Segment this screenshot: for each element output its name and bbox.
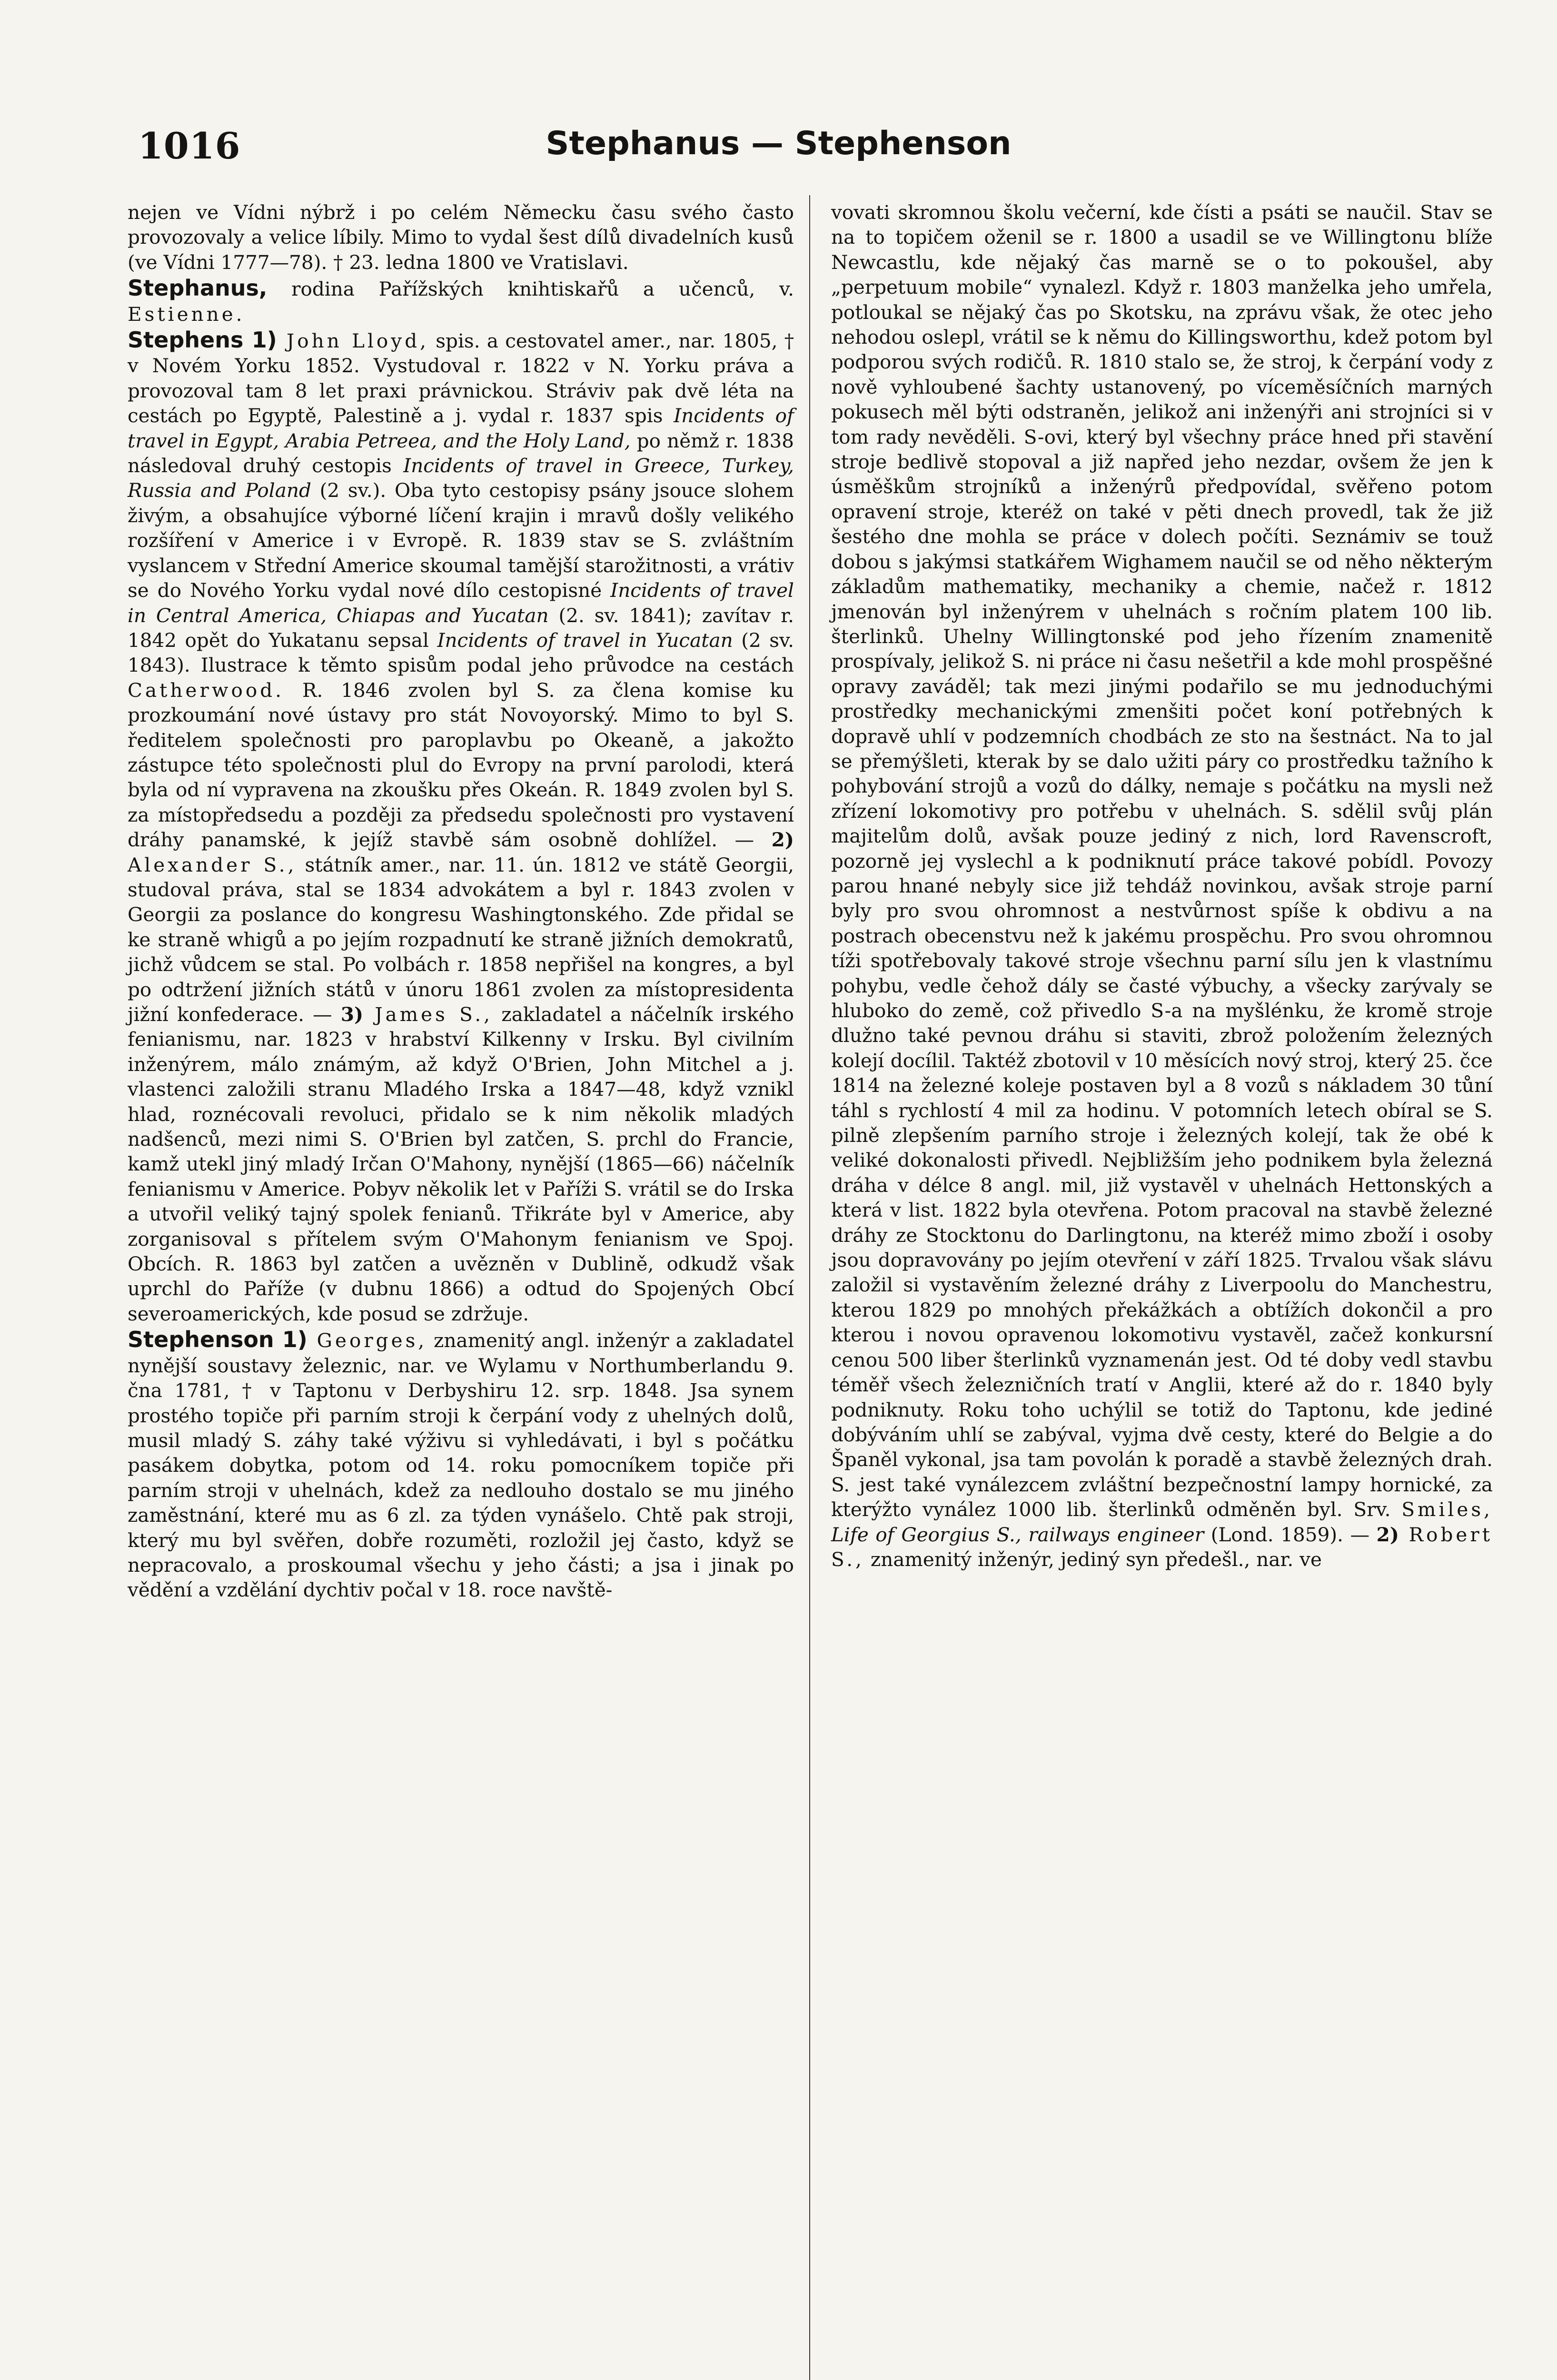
running-head: Stephanus — Stephenson [545,125,1012,162]
work-title: Incidents of travel in Yucatan [437,628,733,652]
person-name: Georges, [307,1329,427,1352]
text: (2 sv. 1843). Ilustrace k těmto spisům podal jeho průvodce na cestách [128,628,794,677]
text: (2. sv. 1841); zavítav r. 1842 opět do Yukatanu sepsal [128,604,794,652]
text: vovati skromnou školu večerní, kde čísti a psáti se naučil. Stav se na to topičem oženil se r. 1800 a usadil se ve Willingtonu blíže Newcastlu, kde nějaký čas marně se o to pokoušel, aby „perpetuum mobile“ vynalezl. Když r. 1803 manželka jeho umřela, potloukal se nějaký čas po Skotsku, na zprávu však, že otec jeho nehodou oslepl, vrátil se k němu do Killingsworthu, kdež potom byl podporou svých rodičů. R. 1810 stalo se, že stroj, k čerpání vody z nově vyhloubené šachty ustanovený, po víceměsíčních marných pokusech měl býti odstraněn, jelikož ani inženýři ani strojníci si v tom rady nevěděli. S-ovi, který byl všechny práce hned při stavění stroje bedlivě stopoval a již napřed jeho nezdar, ovšem že jen k úsměškům strojníků a inženýrů předpovídal, svěřeno potom opravení stroje, kteréž on také v pěti dnech provedl, tak že již šestého dne mohla se práce v dolech počíti. Seznámiv se touž dobou s jakýmsi statkářem Wighamem naučil se od něho některým základům mathematiky, mechaniky a chemie, načež r. 1812 jmenován byl inženýrem v uhelnách s ročním platem 100 lib. šterlinků. Uhelny Willingtonské pod jeho řízením znamenitě prospívaly, jelikož S. ni práce ni času nešetřil a kde mohl prospěšné opravy zaváděl; tak mezi jinými podařilo se mu jednoduchými prostředky mechanickými zmenšiti počet koní potřebných k dopravě uhlí v podzemních chodbách ze sto na šestnáct. Na to jal se přemýšleti, kterak by se dalo užiti páry co prostředku tažního k pohybování strojů a vozů do dálky, nemaje s počátku na mysli než zřízení lokomotivy pro potřebu v uhelnách. S. sdělil svůj plán majitelům dolů, avšak pouze jediný z nich, lord Ravenscroft, pozorně jej vyslechl a k podniknutí práce takové pobídl. Povozy parou hnané nebyly sice již tehdáž novinkou, avšak stroje parní byly pro svou ohromnost a nestvůrnost spíše k obdivu a na postrach obecenstvu než k jakému prospěchu. Pro svou ohromnou tíži spotřebovaly takové stroje všechnu parní sílu jen k vlastnímu pohybu, vedle čehož dály se časté výbuchy, a všecky zarývaly se hluboko do země, což přivedlo S-a na myšlénku, že kromě stroje dlužno také pevnou dráhu si staviti, zbrož položením železných kolejí docílil. Taktéž zbotovil v 10 měsících nový stroj, který 25. čce 1814 na železné koleje postaven byl a 8 vozů s nákladem 30 tůní táhl s rychlostí 4 mil za hodinu. V potomních letech obíral se S. pilně zlepšením parního stroje i železných kolejí, tak že obé k veliké dokonalosti přivedl. Nejbližším jeho podnikem byla železná dráha v délce 8 angl. mil, již vystavěl v uhelnách Hettonských a která v list. 1822 byla otevřena. Potom pracoval na stavbě železné dráhy ze Stocktonu do Darlingtonu, na kteréž mimo zboží i osoby jsou dopravovány po jejím otevření v září 1825. Trvalou však slávu založil si vystavěním železné dráhy z Liverpoolu do Manchestru, kterou 1829 po mnohých překážkách a obtížích dokončil a pro kterou i novou opravenou lokomotivu vystavěl, začež konkursní cenou 500 liber šterlinků vyznamenán jest. Od té doby vedl stavbu téměř všech železničních tratí v Anglii, které až do r. 1840 byly podniknuty. Roku toho uchýlil se totiž do Taptonu, kde jediné dobýváním uhlí se zabýval, vyjma dvě cesty, které do Belgie a do Španěl vykonal, jsa tam povolán k poradě a stavbě železných drah. S. jest také vynálezcem zvláštní bezpečnostní lampy hornické, za kterýžto vynález 1000 lib. šterlinků odměněn byl. Srv. [831,201,1493,1521]
text: po němž r. 1838 následoval druhý cestopis [128,429,794,477]
person-name: James S., [363,1003,493,1026]
text: státník amer., nar. 11. ún. 1812 ve státě Georgii, studoval práva, stal se 1834 advokátem a byl r. 1843 zvolen v Georgii za poslance do kongresu Washingtonského. Zde přidal se ke straně whigů a po jejím rozpadnutí ke straně jižních demokratů, jichž vůdcem se stal. Po volbách r. 1858 nepřišel na kongres, a byl po odtržení jižních států v únoru 1861 zvolen za místopresidenta jižní konfederace. — [128,853,794,1026]
person-name: John Lloyd, [277,329,429,353]
text: rodina Pařížských knihtiskařů a učenců, v. [267,278,794,301]
text: (Lond. 1859). — [1204,1523,1377,1546]
work-title: Incidents of travel in Egypt, Arabia Petreea, and the Holy Land, [128,404,794,452]
work-title: Incidents of travel in Greece, Turkey, Russia and Poland [128,454,794,502]
text: zakladatel a náčelník irského fenianismu, nar. 1823 v hrabství Kilkenny v Irsku. Byl civilním inženýrem, málo známým, až když O'Brien, John Mitchel a j. vlastenci založili stranu Mladého Irska a 1847—48, když vznikl hlad, roznécovali revoluci, přidalo se k nim několik mladých nadšenců, mezi nimi S. O'Brien byl zatčen, S. prchl do Francie, kamž utekl jiný mladý Irčan O'Mahony, nynější (1865—66) náčelník fenianismu v Americe. Pobyv několik let v Paříži S. vrátil se do Irska a utvořil veliký tajný spolek fenianů. Třikráte byl v Americe, aby zorganisoval s přítelem svým O'Mahonym fenianism ve Spoj. Obcích. R. 1863 byl zatčen a uvězněn v Dublině, odkudž však uprchl do Paříže (v dubnu 1866) a odtud do Spojených Obcí severoamerických, kde posud se zdržuje. [128,1003,794,1325]
headword: Stephenson 1) [128,1327,307,1353]
cross-reference: Estienne. [128,302,245,326]
entry-stephens [128,327,794,1326]
work-title: Life of Georgius S., railways engineer [831,1523,1204,1546]
work-title: Incidents of travel in Central America, Chiapas and Yucatan [128,579,794,627]
text: (2 sv.). Oba tyto cestopisy psány jsouce slohem živým, a obsahujíce výborné líčení krajin i mravů došly velikého rozšíření v Americe i v Evropě. R. 1839 stav se S. zvláštním vyslancem v Střední Americe skoumal tamější starožitnosti, a vrátiv se do Nového Yorku vydal nové dílo cestopisné [128,479,794,602]
text: znamenitý angl. inženýr a zakladatel nynější soustavy železnic, nar. ve Wylamu v Northumberlandu 9. čna 1781, † v Taptonu v Derbyshiru 12. srp. 1848. Jsa synem prostého topiče při parním stroji k čerpání vody z uhelných dolů, musil mladý S. záhy také výživu si vyhledávati, i byl s počátku pasákem dobytka, potom od 14. roku pomocníkem topiče při parním stroji v uhelnách, kdež za nedlouho dostalo se mu jiného zaměstnání, které mu as 6 zl. za týden vynášelo. Chtě pak stroji, který mu byl svěřen, dobře rozuměti, rozložil jej často, když se nepracovalo, a proskoumal všechu y jeho části; a jsa i jinak po vědění a vzdělání dychtiv počal v 18. roce navště- [128,1329,794,1602]
text: nejen ve Vídni nýbrž i po celém Německu času svého často provozovaly a velice líbily. Mimo to vydal šest dílů divadelních kusů (ve Vídni 1777—78). † 23. ledna 1800 ve Vratislavi. [128,201,794,274]
right-column [831,200,1493,1572]
entry-continuation [128,200,794,275]
person-name: Alexander S., [128,853,297,876]
sub-entry-number: 2) [1376,1523,1399,1546]
column-divider [809,195,810,2380]
entry-stephanus [128,276,794,327]
sub-entry-number: 3) [340,1003,364,1026]
text: spis. a cestovatel amer., nar. 1805, † v Novém Yorku 1852. Vystudoval r. 1822 v N. Yorku práva a provozoval tam 8 let praxi právnickou. Stráviv pak dvě léta na cestách po Egyptě, Palestině a j. vydal r. 1837 spis [128,329,794,427]
headword: Stephanus, [128,275,268,301]
person-name: Smiles, [1401,1498,1493,1521]
text: R. 1846 zvolen byl S. za člena komise ku prozkoumání nové ústavy pro stát Novoyorský. Mimo to byl S. ředitelem společnosti pro paroplavbu po Okeaně, a jakožto zástupce této společnosti plul do Evropy na první parolodi, která byla od ní vypravena na zkoušku přes Okeán. R. 1849 zvolen byl S. za místopředsedu a později za předsedu společnosti pro vystavení dráhy panamské, k jejíž stavbě sám osobně dohlížel. — [128,678,794,852]
entry-stephenson-continued [831,200,1493,1572]
page-number: 1016 [138,125,241,167]
person-name: Catherwood. [128,678,285,702]
text: znamenitý inženýr, jediný syn předešl., nar. ve [864,1547,1322,1571]
sub-entry-number: 2) [771,828,794,852]
left-column [128,200,794,1603]
person-name: Robert S., [831,1523,1493,1571]
entry-stephenson [128,1327,794,1602]
headword: Stephens 1) [128,327,277,353]
